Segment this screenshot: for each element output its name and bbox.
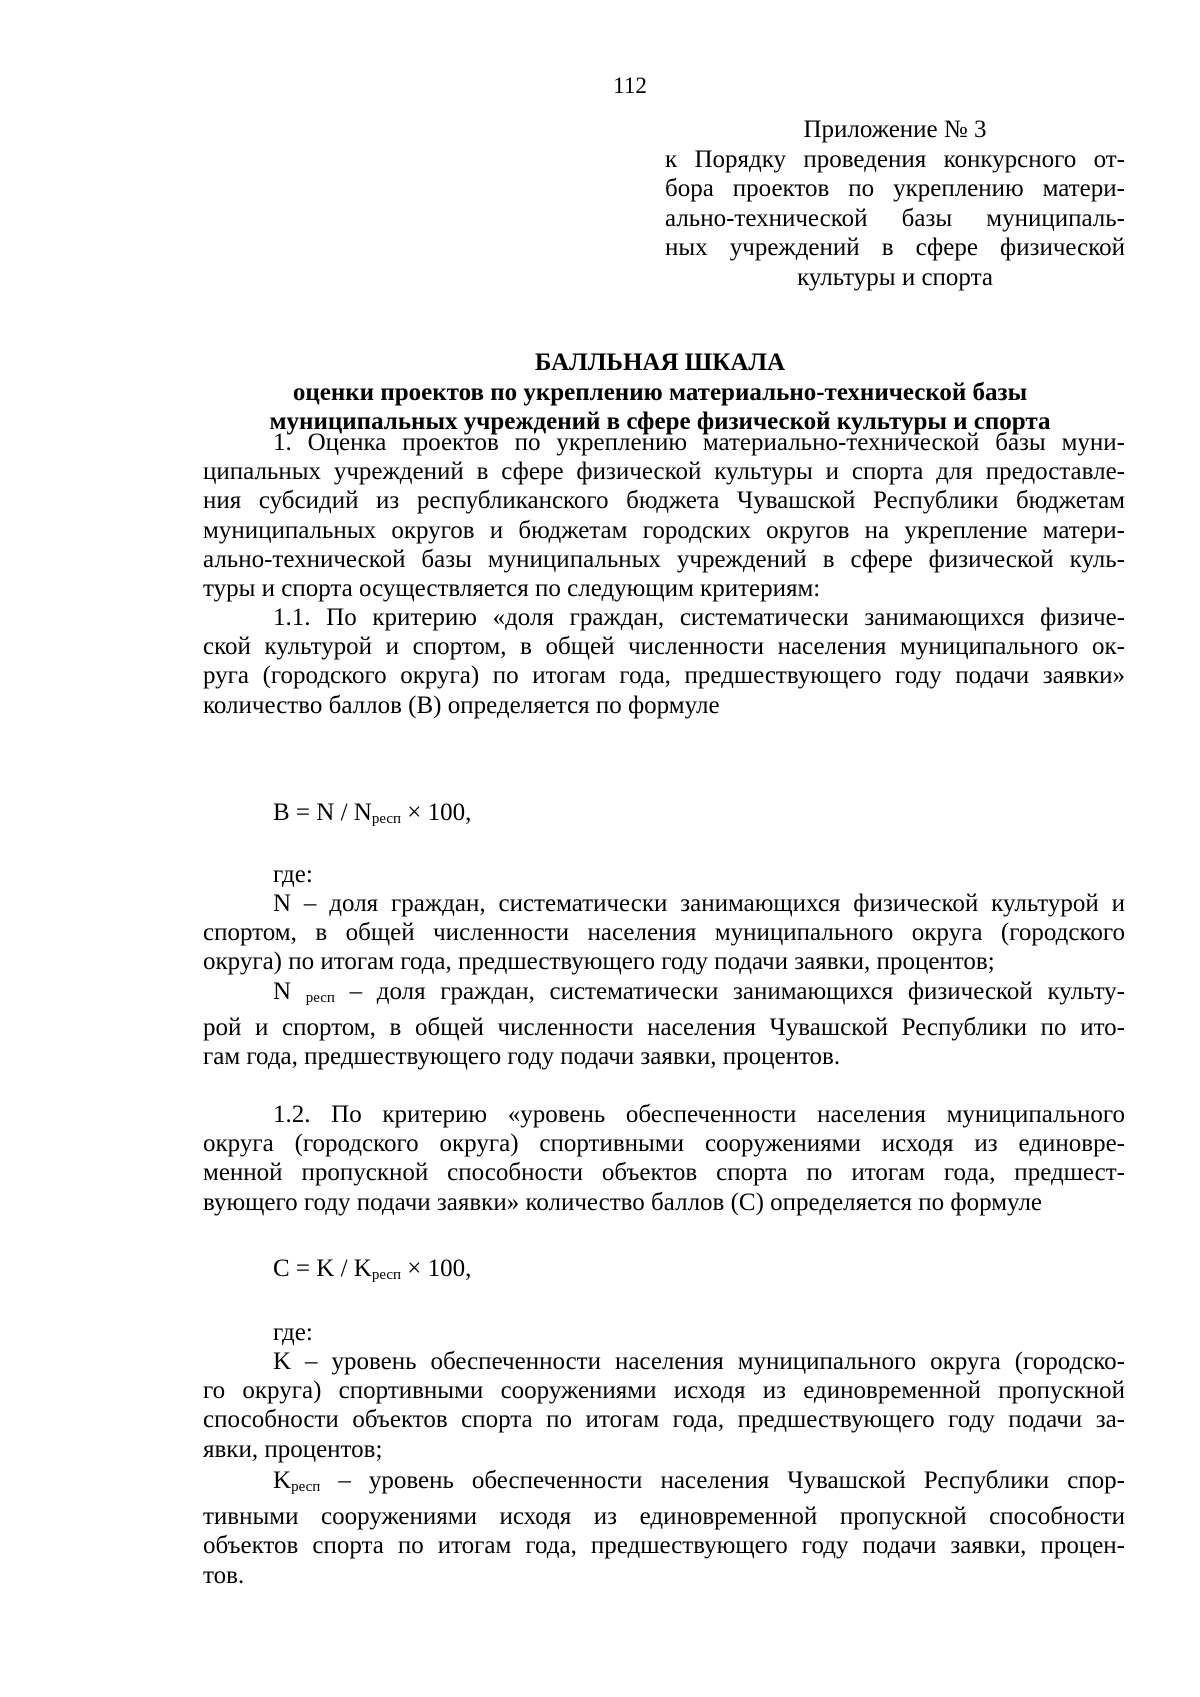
paragraph-section-1-2 xyxy=(203,1100,1125,1217)
appendix-line-last: культуры и спорта xyxy=(797,263,993,291)
paragraph-line: ально-технической базы муниципальных учреждений в сфере физической куль- xyxy=(203,545,1125,573)
symbol: N xyxy=(273,978,306,1005)
page-number: 112 xyxy=(613,73,647,98)
paragraph-line: K – уровень обеспеченности населения муниципального округа (городско- xyxy=(273,1348,1125,1375)
appendix-line: бора проектов по укреплению матери- xyxy=(665,175,1125,202)
paragraph-line: ния субсидий из республиканского бюджета Чувашской Республики бюджетам xyxy=(203,487,1125,515)
paragraph-line: гам года, предшествующего году подачи заявки, процентов. xyxy=(203,1043,841,1071)
formula-b-left: B = N / N xyxy=(273,799,372,826)
where-label: где: xyxy=(273,1319,313,1346)
paragraph-line: тивными сооружениями исходя из единовременной пропускной способности xyxy=(203,1503,1125,1531)
paragraph-line: 1.1. По критерию «доля граждан, систематически занимающихся физиче- xyxy=(273,604,1125,631)
symbol-sub: респ xyxy=(305,990,335,1006)
paragraph-line: 1. Оценка проектов по укреплению материально-технической базы муни- xyxy=(273,429,1125,456)
paragraph-line xyxy=(203,1466,1125,1502)
paragraph-line: вующего году подачи заявки» количество баллов (C) определяется по формуле xyxy=(203,1188,1043,1216)
paragraph-line: спортом, в общей численности населения муниципального округа (городского xyxy=(203,919,1125,947)
symbol-sub: респ xyxy=(291,1479,321,1495)
appendix-line: к Порядку проведения конкурсного от- xyxy=(665,145,1125,173)
definition-n-resp xyxy=(203,977,1125,1072)
formula-b-right: × 100, xyxy=(401,799,472,826)
heading-subtitle-line1: оценки проектов по укреплению материально-технической базы xyxy=(292,378,1028,406)
definition-text: – доля граждан, систематически занимающихся физической культу- xyxy=(334,978,1126,1005)
paragraph-line: муниципальных округов и бюджетам городских округов на укрепление матери- xyxy=(203,516,1125,544)
paragraph-line: туры и спорта осуществляется по следующим критериям: xyxy=(203,575,821,603)
paragraph-line: руга (городского округа) по итогам года, предшествующего году подачи заявки» xyxy=(203,662,1125,690)
paragraph-line: объектов спорта по итогам года, предшествующего году подачи заявки, процен- xyxy=(203,1532,1125,1560)
paragraph-line: ципальных учреждений в сфере физической культуры и спорта для предоставле- xyxy=(203,458,1125,486)
formula-c-left: C = K / K xyxy=(273,1255,372,1282)
appendix-line: ных учреждений в сфере физической xyxy=(665,234,1125,261)
appendix-line: ально-технической базы муниципаль- xyxy=(665,204,1125,232)
definition-text: – уровень обеспеченности населения Чувашской Республики спор- xyxy=(320,1467,1125,1494)
paragraph-line: количество баллов (B) определяется по формуле xyxy=(203,691,720,719)
paragraph-section-1-1 xyxy=(203,603,1125,720)
symbol: K xyxy=(273,1467,292,1494)
appendix-header xyxy=(665,115,1125,292)
paragraph-line: менной пропускной способности объектов спорта по итогам года, предшест- xyxy=(203,1159,1125,1187)
paragraph-section-1 xyxy=(203,428,1125,603)
definition-k xyxy=(203,1347,1125,1464)
paragraph-line: 1.2. По критерию «уровень обеспеченности населения муниципального xyxy=(273,1101,1125,1128)
paragraph-line: округа) по итогам года, предшествующего году подачи заявки, процентов; xyxy=(203,948,995,976)
where-label: где: xyxy=(273,861,313,888)
paragraph-line: явки, процентов; xyxy=(203,1435,383,1463)
paragraph-line: рой и спортом, в общей численности населения Чувашской Республики по ито- xyxy=(203,1014,1125,1042)
heading-subtitle-line2: муниципальных учреждений в сфере физической культуры и спорта xyxy=(269,408,1051,435)
paragraph-line: округа (городского округа) спортивными сооружениями исходя из единовре- xyxy=(203,1130,1125,1158)
paragraph-line: тов. xyxy=(203,1561,245,1589)
paragraph-line: N – доля граждан, систематически занимающихся физической культурой и xyxy=(273,890,1125,917)
definition-n xyxy=(203,889,1125,977)
paragraph-line xyxy=(203,977,1125,1013)
formula-b-sub: респ xyxy=(371,811,402,827)
appendix-title: Приложение № 3 xyxy=(803,116,987,143)
formula-c-right: × 100, xyxy=(401,1255,472,1282)
heading-title: БАЛЛЬНАЯ ШКАЛА xyxy=(534,349,786,376)
paragraph-line: ской культурой и спортом, в общей численности населения муниципального ок- xyxy=(203,633,1125,661)
paragraph-line: го округа) спортивными сооружениями исходя из единовременной пропускной xyxy=(203,1377,1125,1405)
document-heading xyxy=(200,348,1120,437)
formula-c xyxy=(273,1254,471,1290)
formula-b xyxy=(273,798,471,834)
definition-k-resp xyxy=(203,1466,1125,1590)
formula-c-sub: респ xyxy=(371,1267,402,1283)
paragraph-line: способности объектов спорта по итогам года, предшествующего году подачи за- xyxy=(203,1406,1125,1434)
